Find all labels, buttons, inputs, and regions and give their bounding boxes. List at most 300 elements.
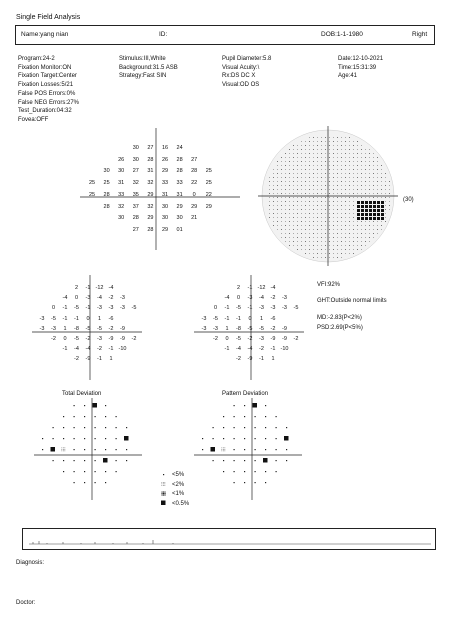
total-deviation-symbol [126,427,127,428]
total-deviation-value: -4 [97,295,102,302]
total-deviation-value: -1 [62,315,68,322]
pattern-deviation-symbol [265,438,266,439]
legend-symbol-light [163,485,164,486]
sensitivity-value: 0 [192,191,196,198]
pattern-deviation-symbol [211,447,216,452]
sensitivity-value: 25 [205,168,212,175]
pattern-deviation-value: -3 [282,305,287,312]
pattern-deviation-symbol [276,460,277,461]
total-deviation-value: -9 [120,325,125,332]
sensitivity-value: 28 [147,226,154,233]
pattern-deviation-symbol [244,438,245,439]
total-deviation-symbol [65,449,66,450]
sensitivity-value: 25 [103,180,110,187]
patient-dob: DOB:1-1-1980 [321,31,363,38]
sensitivity-value: 30 [118,168,125,175]
sensitivity-value: 35 [132,191,139,198]
sensitivity-value: 32 [132,180,139,187]
pattern-deviation-value: -3 [259,336,264,342]
pattern-deviation-value: -2 [236,356,241,363]
sensitivity-value: 25 [88,180,96,187]
total-deviation-symbol [62,451,63,452]
total-deviation-value: 1 [63,325,67,332]
pattern-deviation-symbol [263,458,268,463]
legend-symbol-medium [163,495,164,496]
total-deviation-symbol [95,460,96,461]
total-deviation-value: -4 [85,346,91,353]
pattern-deviation-value: 2 [236,285,241,291]
legend-symbol-medium [162,493,163,494]
pattern-deviation-value: -1 [236,315,241,322]
pattern-deviation-symbol [244,427,245,428]
pattern-deviation-value: -9 [282,336,287,342]
total-deviation-value: -3 [51,325,56,332]
param-col4-0: Date:12-10-2021 [338,56,384,62]
total-deviation-value: -2 [108,325,114,332]
pattern-deviation-symbol [223,471,224,472]
total-deviation-value: 2 [74,285,79,291]
total-deviation-symbol [95,471,96,472]
total-deviation-symbol [53,438,54,439]
doctor-label: Doctor: [16,600,36,606]
total-deviation-value: -2 [108,295,114,302]
total-deviation-value: -4 [74,346,79,353]
total-deviation-symbol [84,405,85,406]
total-deviation-symbol [42,449,43,450]
sensitivity-value: 22 [191,180,198,187]
total-deviation-symbol [95,427,96,428]
total-deviation-symbol [116,460,117,461]
total-deviation-symbol [65,448,66,449]
total-deviation-value: -2 [97,346,102,353]
total-deviation-value: -5 [97,325,102,332]
sensitivity-value: 28 [147,156,154,163]
total-deviation-value: -6 [108,315,114,322]
total-deviation-value: -3 [97,336,102,342]
total-deviation-value: 0 [63,336,67,342]
patient-name: Name:yang nian [21,31,69,38]
pattern-deviation-value: -2 [213,336,218,342]
pattern-deviation-value: -4 [224,295,230,302]
pattern-deviation-value: -3 [247,295,253,302]
pattern-deviation-value: -9 [247,356,253,363]
total-deviation-symbol [74,416,75,417]
pattern-deviation-symbol [265,416,266,417]
sensitivity-value: 29 [191,203,198,210]
sensitivity-value: 30 [132,156,139,163]
total-deviation-value: -5 [131,305,137,312]
total-deviation-symbol [95,482,96,483]
pattern-deviation-symbol [222,449,223,450]
param-col3-2: Rx:DS DC X [222,73,256,80]
pattern-deviation-value: -5 [247,325,253,332]
total-deviation-symbol [124,436,129,441]
pattern-deviation-value: -1 [224,305,230,312]
pattern-deviation-value: -5 [236,336,241,342]
legend-symbol-light [165,485,166,486]
pattern-deviation-symbol [244,405,245,406]
pattern-deviation-symbol [255,471,256,472]
pattern-deviation-value: -1 [270,346,276,353]
total-deviation-symbol [84,471,85,472]
pattern-deviation-symbol [255,460,256,461]
total-deviation-symbol [62,448,63,449]
pattern-deviation-value: -3 [270,305,276,312]
sensitivity-value: 28 [176,156,183,163]
pattern-deviation-symbol [225,451,226,452]
legend-symbol-medium [162,495,163,496]
legend-symbol-medium [165,492,166,493]
pattern-deviation-symbol [234,416,235,417]
pattern-deviation-value: -4 [259,295,264,302]
sensitivity-value: 33 [176,180,183,187]
total-deviation-symbol [105,438,106,439]
total-deviation-symbol [116,438,117,439]
total-deviation-value: -3 [39,325,45,332]
param-col2-2: Strategy:Fast SIN [119,73,167,80]
pattern-deviation-symbol [225,448,226,449]
pattern-deviation-title: Pattern Deviation [222,391,269,397]
pattern-deviation-symbol [202,449,203,450]
total-deviation-value: 1 [109,356,113,363]
total-deviation-value: -2 [51,336,56,342]
total-deviation-symbol [105,449,106,450]
sensitivity-value: 27 [132,168,139,175]
legend-symbol-light [165,482,166,483]
pattern-deviation-symbol [265,449,266,450]
sensitivity-value: 25 [88,191,96,198]
pattern-deviation-symbol [244,471,245,472]
total-deviation-symbol [95,449,96,450]
total-deviation-symbol [63,416,64,417]
total-deviation-value: -1 [85,285,91,291]
pattern-deviation-symbol [265,482,266,483]
pattern-deviation-value: -5 [236,305,241,312]
pattern-deviation-symbol [276,471,277,472]
pattern-deviation-value: 1 [225,325,229,332]
total-deviation-value: -1 [62,346,68,353]
sensitivity-value: 21 [191,215,198,222]
legend-symbol-light [162,482,163,483]
pattern-deviation-symbol [244,449,245,450]
pattern-deviation-symbol [234,449,235,450]
param-col4-1: Time:15:31:39 [338,64,377,71]
sensitivity-value: 22 [205,191,212,198]
total-deviation-symbol [84,438,85,439]
param-col4-2: Age:41 [338,73,358,80]
sensitivity-value: 30 [118,215,125,222]
total-deviation-value: -9 [108,336,114,342]
param-col1-7: Fovea:OFF [18,116,49,123]
pattern-deviation-value: -1 [247,285,253,291]
pattern-deviation-value: -12 [257,285,266,291]
sensitivity-value: 16 [161,145,169,151]
sensitivity-value: 33 [161,180,169,187]
pattern-deviation-symbol [234,460,235,461]
total-deviation-value: -5 [74,305,79,312]
gaze-tracking-box [22,528,436,550]
pattern-deviation-symbol [234,438,235,439]
sensitivity-value: 28 [132,215,139,222]
pattern-deviation-symbol [276,438,277,439]
total-deviation-symbol [105,427,106,428]
legend-symbol-light [165,484,166,485]
sensitivity-value: 32 [118,203,125,210]
diagnosis-label: Diagnosis: [16,560,45,566]
total-deviation-symbol [95,416,96,417]
blindspot-label: (30) [403,197,414,203]
pattern-deviation-symbol [223,448,224,449]
total-deviation-symbol [93,403,98,408]
total-deviation-value: -5 [74,336,79,342]
legend-symbol-medium [165,493,166,494]
param-col1-5: False NEG Errors:27% [18,99,80,106]
pattern-deviation-value: 1 [271,356,275,363]
total-deviation-value: -1 [85,305,91,312]
sensitivity-value: 30 [161,215,169,222]
param-col3-1: Visual Acuity:\ [222,64,260,71]
sensitivity-value: 26 [161,156,169,163]
total-deviation-symbol [53,427,54,428]
pattern-deviation-value: 0 [236,295,241,302]
pattern-deviation-symbol [244,460,245,461]
ght-result: GHT:Outside normal limits [317,298,387,304]
total-deviation-symbol [63,448,64,449]
total-deviation-symbol [63,438,64,439]
total-deviation-value: -4 [108,285,114,291]
total-deviation-value: -3 [108,305,114,312]
sensitivity-value: 29 [147,215,154,222]
sensitivity-value: 27 [147,145,154,151]
total-deviation-symbol [84,482,85,483]
pattern-deviation-symbol [223,427,224,428]
legend-symbol-light [162,485,163,486]
pattern-deviation-value: -3 [201,325,207,332]
sensitivity-value: 29 [176,203,183,210]
total-deviation-value: -12 [95,285,104,291]
pattern-deviation-symbol [223,460,224,461]
legend-symbol-light [162,484,163,485]
total-deviation-symbol [84,416,85,417]
total-deviation-value: -2 [85,336,91,342]
total-deviation-value: -1 [74,315,79,322]
total-deviation-symbol [63,449,64,450]
pattern-deviation-value: -2 [259,346,264,353]
pattern-deviation-symbol [276,416,277,417]
legend-symbol-medium [165,495,166,496]
pattern-deviation-symbol [225,449,226,450]
total-deviation-symbol [74,449,75,450]
legend-label: <1% [172,491,185,497]
vfi-index: VFI:92% [317,282,341,288]
pattern-deviation-symbol [234,482,235,483]
sensitivity-value: 29 [161,168,169,175]
total-deviation-symbol [103,458,108,463]
total-deviation-value: -2 [74,356,79,363]
legend-symbol-dark [161,501,166,506]
pattern-deviation-value: -6 [270,315,276,322]
total-deviation-symbol [116,416,117,417]
sensitivity-value: 26 [118,156,125,163]
pattern-deviation-value: -8 [236,325,241,332]
total-deviation-value: -5 [51,315,56,322]
total-deviation-symbol [84,460,85,461]
total-deviation-value: 0 [86,315,90,322]
legend-symbol-light [163,484,164,485]
pattern-deviation-value: -1 [259,356,264,363]
legend-symbol-medium [163,493,164,494]
pattern-deviation-symbol [255,427,256,428]
param-col3-3: Visual:OD OS [222,82,260,89]
sensitivity-value: 33 [118,191,125,198]
pattern-deviation-value: -10 [280,346,289,353]
total-deviation-symbol [84,449,85,450]
total-deviation-symbol [74,482,75,483]
pattern-deviation-symbol [234,471,235,472]
pattern-deviation-symbol [222,451,223,452]
pattern-deviation-value: 0 [213,305,218,312]
total-deviation-value: -1 [108,346,114,353]
pattern-deviation-value: -9 [270,336,276,342]
total-deviation-symbol [74,471,75,472]
pattern-deviation-value: -5 [213,315,218,322]
pattern-deviation-value: -3 [259,305,264,312]
pattern-deviation-value: -1 [247,305,253,312]
pattern-deviation-symbol [234,427,235,428]
sensitivity-value: 28 [191,168,198,175]
sensitivity-value: 29 [147,191,154,198]
sensitivity-value: 37 [132,203,139,210]
pattern-deviation-symbol [253,403,258,408]
pattern-deviation-symbol [223,451,224,452]
patient-id: ID: [159,31,168,38]
total-deviation-value: -3 [120,305,125,312]
pattern-deviation-symbol [213,438,214,439]
total-deviation-value: -5 [85,325,91,332]
total-deviation-value: 0 [51,305,56,312]
sensitivity-value: 28 [176,168,183,175]
total-deviation-symbol [63,460,64,461]
total-deviation-symbol [95,438,96,439]
sensitivity-value: 01 [176,226,183,233]
total-deviation-symbol [63,471,64,472]
total-deviation-symbol [105,482,106,483]
pattern-deviation-symbol [276,427,277,428]
eye-label: Right [412,31,428,38]
pattern-deviation-value: 0 [248,315,252,322]
pattern-deviation-symbol [276,449,277,450]
total-deviation-symbol [126,449,127,450]
pattern-deviation-symbol [234,405,235,406]
pattern-deviation-symbol [213,460,214,461]
pattern-deviation-symbol [255,482,256,483]
pattern-deviation-symbol [286,449,287,450]
total-deviation-value: -1 [62,305,68,312]
gaze-trace [23,529,437,551]
pattern-deviation-value: -4 [236,346,241,353]
pattern-deviation-symbol [255,449,256,450]
report-title: Single Field Analysis [16,14,81,21]
param-col1-0: Program:24-2 [18,56,55,62]
sensitivity-value: 25 [205,180,212,187]
pattern-deviation-symbol [265,427,266,428]
total-deviation-symbol [51,447,56,452]
total-deviation-symbol [53,460,54,461]
pattern-deviation-value: -5 [293,305,299,312]
pattern-deviation-symbol [223,416,224,417]
total-deviation-value: -2 [131,336,137,342]
pattern-deviation-value: -3 [201,315,207,322]
total-deviation-value: -8 [74,325,79,332]
total-deviation-symbol [65,451,66,452]
total-deviation-symbol [42,438,43,439]
sensitivity-value: 30 [103,168,110,175]
psd-index: PSD:2.69(P<5%) [317,325,363,331]
total-deviation-value: -10 [118,346,127,353]
param-col1-2: Fixation Target:Center [18,73,77,80]
pattern-deviation-value: -3 [213,325,218,332]
pattern-deviation-symbol [223,438,224,439]
param-col2-0: Stimulus:III,White [119,56,166,62]
sensitivity-value: 31 [118,180,125,187]
param-col1-3: Fixation Losses:5/21 [18,82,74,89]
sensitivity-value: 29 [205,203,212,210]
sensitivity-value: 28 [103,191,110,198]
total-deviation-symbol [63,451,64,452]
total-deviation-value: -3 [85,295,91,302]
param-col1-4: False POS Errors:0% [18,90,76,97]
pattern-deviation-value: -2 [247,336,253,342]
pattern-deviation-value: -2 [270,295,276,302]
total-deviation-symbol [74,460,75,461]
pattern-deviation-value: 0 [225,336,229,342]
pattern-deviation-value: -3 [282,295,287,302]
total-deviation-value: 1 [97,315,102,322]
sensitivity-value: 24 [176,145,183,151]
pattern-deviation-value: -1 [224,346,230,353]
total-deviation-symbol [126,460,127,461]
param-col1-6: Test_Duration:04:32 [18,108,72,115]
pattern-deviation-symbol [284,436,289,441]
pattern-deviation-value: -4 [270,285,276,291]
pattern-deviation-symbol [244,416,245,417]
total-deviation-value: -9 [85,356,91,363]
total-deviation-symbol [105,471,106,472]
legend-label: <0.5% [172,500,190,507]
pattern-deviation-symbol [223,449,224,450]
sensitivity-value: 29 [161,226,169,233]
legend-symbol-medium [163,492,164,493]
param-col2-1: Background:31.5 ASB [119,64,178,71]
total-deviation-symbol [74,438,75,439]
legend-symbol-light [163,482,164,483]
total-deviation-title: Total Deviation [62,391,102,397]
pattern-deviation-symbol [255,416,256,417]
pattern-deviation-value: -2 [270,325,276,332]
sensitivity-value: 32 [147,180,154,187]
legend-label: <2% [172,481,185,488]
sensitivity-value: 32 [147,203,154,210]
total-deviation-value: -9 [120,336,125,342]
sensitivity-value: 30 [176,215,183,222]
total-deviation-value: -3 [120,295,125,302]
legend-symbol-dot [163,474,164,475]
sensitivity-value: 30 [161,203,169,210]
total-deviation-symbol [116,449,117,450]
sensitivity-value: 28 [103,203,110,210]
pattern-deviation-symbol [213,427,214,428]
pattern-deviation-value: 1 [259,315,264,322]
